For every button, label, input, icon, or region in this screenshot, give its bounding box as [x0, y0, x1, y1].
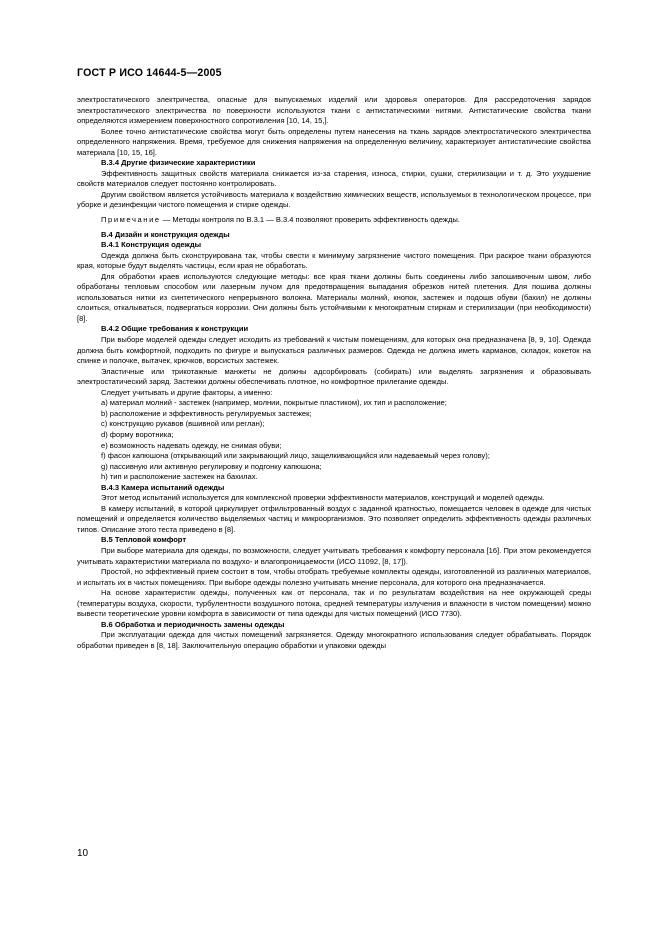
list-item: f) фасон капюшона (открывающий или закрывающий лицо, защелкивающийся или надеваемый через голову);: [101, 451, 490, 461]
list-item: b) расположение и эффективность регулируемых застежек;: [101, 408, 312, 418]
note-text: — Методы контроля по В.3.1 — В.3.4 позволяют проверить эффективность одежды.: [160, 215, 460, 225]
paragraph: Эффективность защитных свойств материала снижается из-за старения, износа, стирки, сушки, стерилизации и т. д. Это ухудшение свойств материалов следует постоянно контролировать.: [77, 168, 591, 189]
paragraph: При выборе моделей одежды следует исходить из требований к чистым помещениям, для которых она предназначена [8, 9, 10]. Одежда должна быть комфортной, подходить по фигуре и выпускаться различных размеров. Одежда не должна иметь карманов, складок, кокеток на спинке и полочке, вытачек, крючков, ворсистых застежек.: [77, 335, 591, 366]
paragraph: Для обработки краев используются следующие методы: все края ткани должны быть соединены либо запошивочным швом, либо обработаны тепловым способом или лазерным лучом для предотвращения выпадания обрезков нитей плетения. Для пошива должны использоваться нитки из синтетического непрерывного волокна. Материалы молний, кнопок, застежек и подошв обуви (бахил) не должны слоиться, откалываться, подвергаться коррозии. Они должны быть устойчивыми к многократным стиркам и стерилизации (при необходимости) [8].: [77, 271, 591, 323]
note-label: Примечание: [101, 215, 161, 225]
section-heading-b5: В.5 Тепловой комфорт: [101, 535, 187, 545]
list-item: d) форму воротника;: [101, 429, 174, 439]
paragraph: Другим свойством является устойчивость материала к воздействию химических веществ, используемых в технологическом процессе, при уборке и дезинфекции чистого помещения и стирке одежды.: [77, 189, 591, 210]
list-item: e) возможность надевать одежду, не снимая обуви;: [101, 440, 282, 450]
paragraph: Этот метод испытаний используется для комплексной проверки эффективности материалов, конструкций и моделей одежды.: [101, 493, 545, 503]
list-item: g) пассивную или активную регулировку и подгонку капюшона;: [101, 461, 322, 471]
section-heading-b34: В.3.4 Другие физические характеристики: [101, 158, 256, 168]
paragraph: Одежда должна быть сконструирована так, чтобы свести к минимуму загрязнение чистого помещения. При раскрое ткани образуются края, которые будут выделять частицы, если края не обработать.: [77, 250, 591, 271]
section-heading-b43: В.4.3 Камера испытаний одежды: [101, 482, 225, 492]
paragraph: В камеру испытаний, в которой циркулирует отфильтрованный воздух с заданной кратностью, помещается человек в одежде для чистых помещений и определяется количество выделяемых частиц и микроорганизмов. Это позволяет определить эффективность одежды различных типов. Описание этого теста приведено в [8].: [77, 503, 591, 534]
section-heading-b42: В.4.2 Общие требования к конструкции: [101, 324, 249, 334]
paragraph: Следует учитывать и другие факторы, а именно:: [101, 387, 273, 397]
document-body: [77, 95, 591, 651]
paragraph: Простой, но эффективный прием состоит в том, чтобы отобрать требуемые комплекты одежды, изготовленной из различных материалов, и испытать их в чистых помещениях. При выборе одежды полезно учитывать мнение персонала, для которого она предназначается.: [77, 567, 591, 587]
section-heading-b41: В.4.1 Конструкция одежды: [101, 240, 202, 250]
note: [77, 215, 591, 226]
list-item: c) конструкцию рукавов (вшивной или реглан);: [101, 419, 265, 429]
paragraph: электростатического электричества, опасные для выпускаемых изделий или здоровья операторов. Для рассредоточения зарядов электростатического электричества по поверхности используются ткани с антистатическими нитями. Антистатические свойства ткани определяются измерением поверхностного сопротивления [10, 14, 15,].: [77, 95, 591, 126]
paragraph: При эксплуатации одежда для чистых помещений загрязняется. Одежду многократного использования следует обрабатывать. Порядок обработки приведен в [8, 18]. Заключительную операцию обработки и упаковки одежды: [77, 630, 591, 650]
page-header-standard-title: ГОСТ Р ИСО 14644-5—2005: [77, 67, 222, 79]
section-heading-b4: В.4 Дизайн и конструкция одежды: [101, 229, 230, 239]
paragraph: На основе характеристик одежды, полученных как от персонала, так и по результатам воздействия на нее окружающей среды (температуры воздуха, скорости, турбулентности воздушного потока, средней температуры излучения и влажности в чистом помещении) можно вывести теоретические уровни комфорта в зависимости от типа одежды для чистых помещений (ИСО 7730).: [77, 588, 591, 619]
paragraph: Эластичные или трикотажные манжеты не должны адсорбировать (собирать) или выделять загрязнения и образовывать электростатический заряд. Застежки должны обеспечивать плотное, но комфортное прилегание одежды.: [77, 366, 591, 387]
page-number: 10: [77, 848, 89, 859]
list-item: a) материал молний - застежек (например, молнии, покрытые пластиком), их тип и расположение;: [101, 398, 447, 408]
paragraph: Более точно антистатические свойства могут быть определены путем нанесения на ткань зарядов электростатического электричества определенного напряжения. Время, требуемое для снижения напряжения на определенную величину, характеризует антистатические свойства материала [10, 15, 16].: [77, 126, 591, 157]
section-heading-b6: В.6 Обработка и периодичность замены одежды: [101, 619, 285, 629]
paragraph: При выборе материала для одежды, по возможности, следует учитывать требования к комфорту персонала [16]. При этом рекомендуется учитывать характеристики материала по воздухо- и влагопроницаемости (ИСО 11092, [8, 17]).: [77, 545, 591, 566]
list-item: h) тип и расположение застежек на бахилах.: [101, 472, 258, 482]
